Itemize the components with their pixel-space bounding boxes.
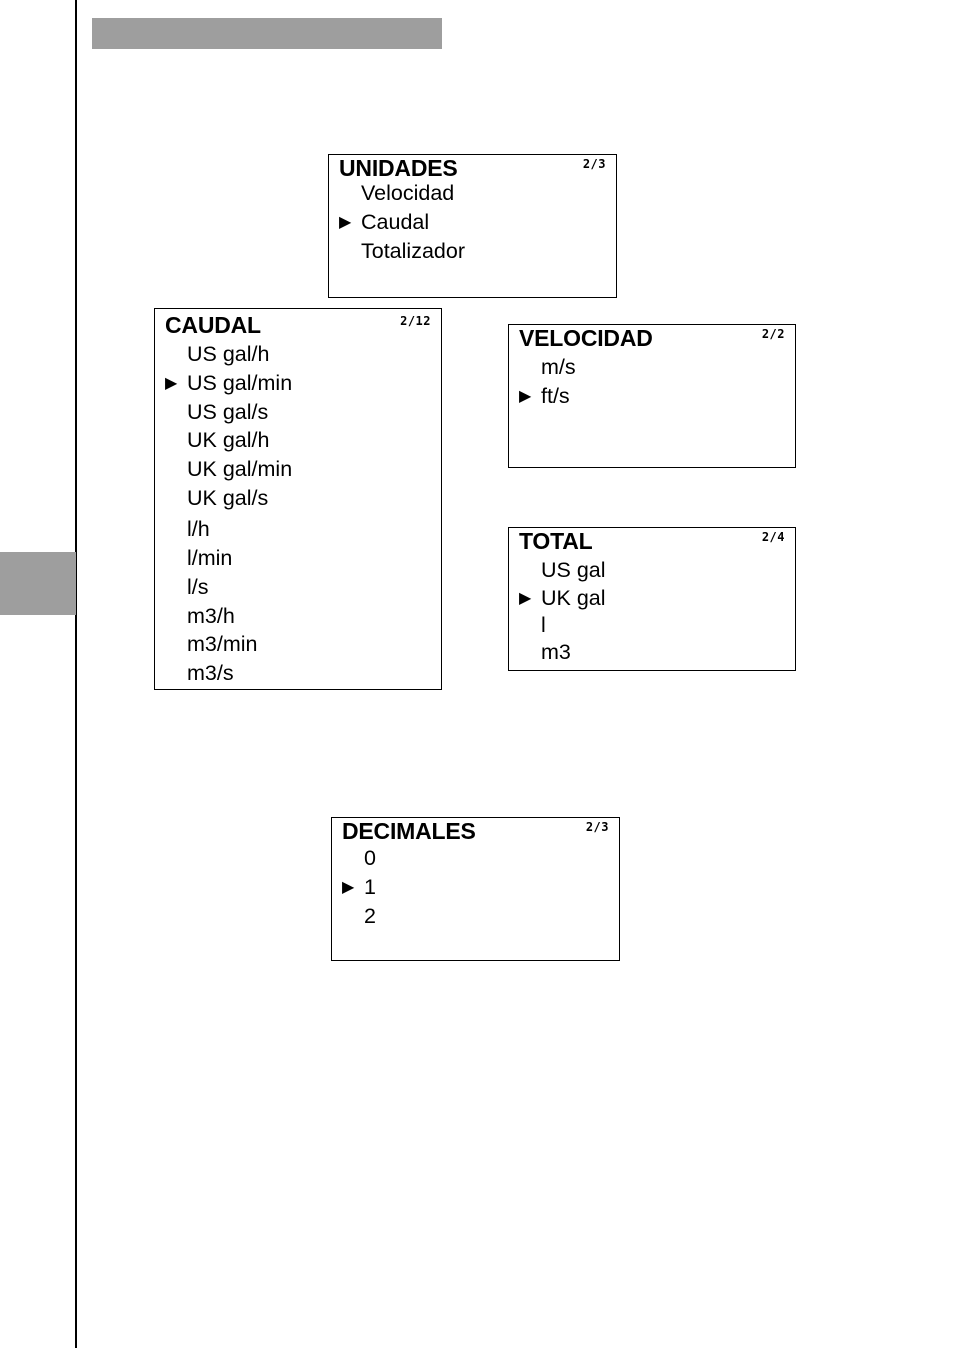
page-indicator: 2/2	[761, 327, 785, 341]
page-indicator: 2/4	[761, 530, 785, 544]
menu-item[interactable]: Totalizador	[361, 239, 465, 263]
page-margin-line	[75, 0, 77, 1348]
cursor-icon: ▶	[339, 214, 352, 231]
menu-item[interactable]: l/min	[187, 546, 233, 570]
menu-item[interactable]: m/s	[541, 355, 576, 379]
screen-title: TOTAL	[519, 528, 593, 554]
menu-item[interactable]: l	[541, 613, 546, 637]
cursor-icon: ▶	[165, 375, 178, 392]
menu-item[interactable]: l/h	[187, 517, 210, 541]
menu-item[interactable]: ▶ Caudal	[339, 210, 430, 234]
menu-item[interactable]: m3/min	[187, 632, 258, 656]
menu-item[interactable]: l/s	[187, 575, 209, 599]
menu-item[interactable]: ▶ US gal/min	[165, 371, 293, 395]
caudal-screen	[154, 308, 442, 690]
unidades-screen	[328, 154, 617, 298]
menu-item[interactable]: m3/h	[187, 604, 235, 628]
page-indicator: 2/3	[582, 157, 606, 171]
menu-item[interactable]: 2	[364, 904, 376, 928]
menu-item[interactable]: m3/s	[187, 661, 234, 685]
menu-item[interactable]: US gal/s	[187, 400, 269, 424]
menu-item[interactable]: ▶ 1	[342, 875, 376, 899]
chapter-side-tab	[0, 552, 76, 615]
menu-item[interactable]: UK gal/h	[187, 428, 270, 452]
menu-item[interactable]: m3	[541, 640, 571, 664]
menu-item[interactable]: Velocidad	[361, 181, 455, 205]
menu-item[interactable]: UK gal/min	[187, 457, 293, 481]
screen-title: VELOCIDAD	[519, 325, 653, 351]
screen-title: DECIMALES	[342, 818, 476, 844]
page-indicator: 2/3	[585, 820, 609, 834]
velocidad-screen	[508, 324, 796, 468]
cursor-icon: ▶	[519, 388, 532, 405]
page-indicator: 2/12	[400, 314, 431, 328]
menu-item[interactable]: ▶ UK gal	[519, 586, 606, 610]
cursor-icon: ▶	[519, 590, 532, 607]
menu-item[interactable]: US gal/h	[187, 342, 270, 366]
screen-title: UNIDADES	[339, 155, 458, 181]
section-header-bar	[92, 18, 442, 49]
menu-item[interactable]: ▶ ft/s	[519, 384, 570, 408]
menu-item[interactable]: US gal	[541, 558, 606, 582]
cursor-icon: ▶	[342, 879, 355, 896]
menu-item[interactable]: 0	[364, 846, 376, 870]
screen-title: CAUDAL	[165, 312, 261, 338]
total-screen	[508, 527, 796, 671]
decimales-screen	[331, 817, 620, 961]
menu-item[interactable]: UK gal/s	[187, 486, 269, 510]
